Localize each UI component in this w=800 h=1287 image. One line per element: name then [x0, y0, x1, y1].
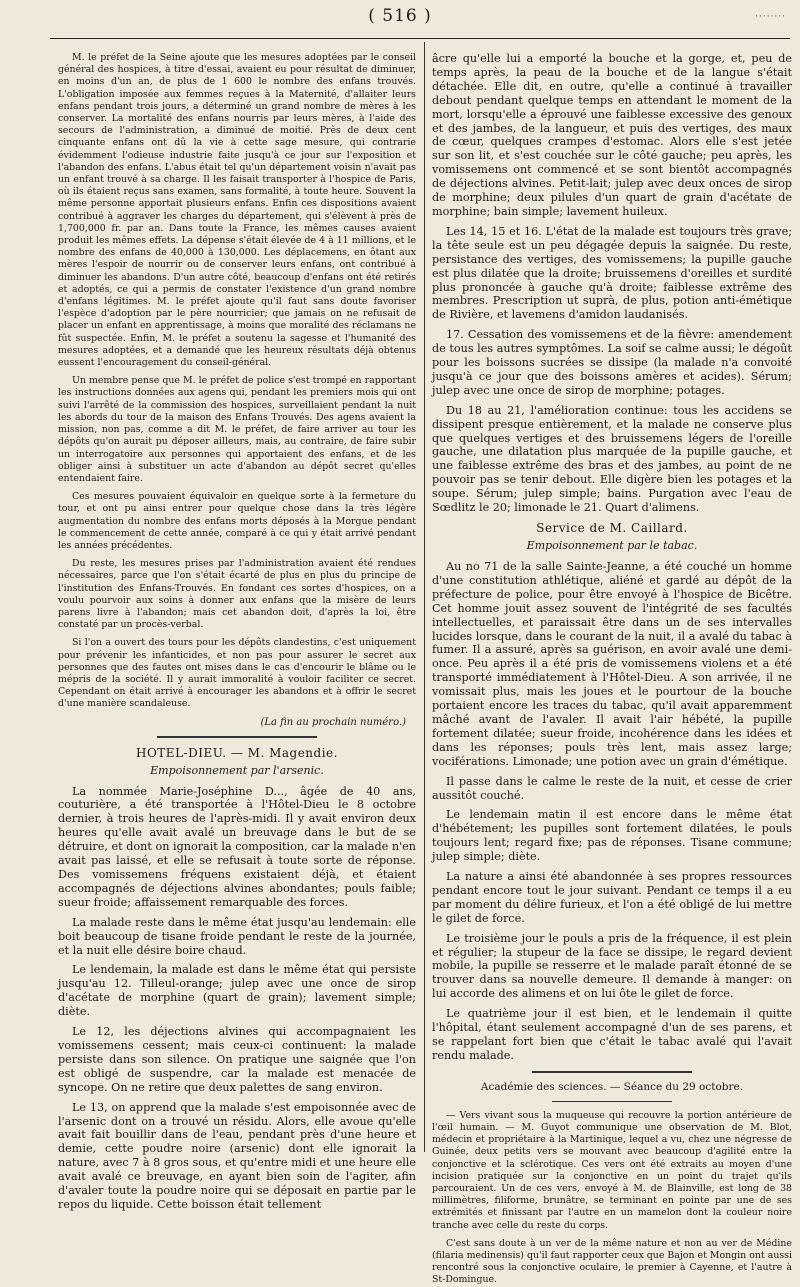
paragraph: M. le préfet de la Seine ajoute que les mesures adoptées par le conseil général des hospices, à titre d'essai, avaient eu pour résultat de diminuer, en moins d'un an, de plus de 1 600 le nombre des enfans trouvés. L'obligation imposée aux femmes reçues à la Maternité, d'allaiter leurs enfans pendant trois jours, a déterminé un grand nombre de mères à les conserver. La mortalité des enfans nourris par leurs mères, à l'aide des secours de l'administration, a diminué de moitié. Près de deux cent cinquante enfans ont dû la vie à cette sage mesure, qui contrarie évidemment l'odieuse industrie faite jusqu'à ce jour sur l'exposition et l'abandon des enfans. L'abus était tel qu'un département voisin n'avait pas un enfant trouvé à sa charge. Il les faisait transporter à l'hospice de Paris, où ils étaient reçus sans examen, sans formalité, à toute heure. Souvent la même personne apportait plusieurs enfans. Enfin ces dispositions avaient contribué à aggraver les charges du département, qui s'élèvent à près de 1,700,000 fr. par an. Dans toute la France, les mêmes causes avaient produit les mêmes effets. La dépense s'était élevée de 4 à 11 millions, et le nombre des enfans de 40,000 à 130,000. Les déplacemens, en ôtant aux mères l'espoir de nourrir ou de conserver leurs enfans, ont contribué à diminuer les abandons. D'un autre côté, beaucoup d'enfans ont été retirés et adoptés, ce qui a permis de constater l'existence d'un grand nombre d'enfans légitimes. M. le préfet ajoute qu'il faut sans doute favoriser l'espèce d'adoption par le père nourricier; que jamais on ne refusait de placer un enfant en apprentissage, à moins que moralité des réclamans ne fût suspectée. Enfin, M. le préfet a soutenu la sagesse et l'humanité des mesures adoptées, et a demandé que les heureux résultats déjà obtenus eussent l'encouragement du conseil-général.	[58, 52, 416, 369]
left-column	[58, 52, 416, 1211]
paragraph: Le 13, on apprend que la malade s'est empoisonnée avec de l'arsenic dont on a trouvé un résidu. Alors, elle avoue qu'elle avait fait bouillir dans de l'eau, pendant près d'une heure et demie, cette poudre noire (arsenic) dont elle ignorait la nature, avec 7 à 8 gros sous, et qu'entre midi et une heure elle avait avalé ce breuvage, en ayant bien soin de l'agiter, afin d'avaler toute la poudre noire qui se déposait en partie par le repos du liquide. Cette boisson était tellement	[58, 1100, 416, 1211]
paragraph: âcre qu'elle lui a emporté la bouche et la gorge, et, peu de temps après, la peau de la bouche et de la langue s'était détachée. Elle dit, en outre, qu'elle a continué à travailler debout pendant quelque temps en attendant le moment de la mort, lorsqu'elle a éprouvé une faiblesse excessive des genoux et des jambes, de la langueur, et puis des vertiges, des maux de cœur, quelques crampes d'estomac. Alors elle s'est jetée sur son lit, et s'est couchée sur le côté gauche; peu après, les vomissemens ont commencé et se sont bientôt accompagnés de déjections alvines. Petit-lait; julep avec deux onces de sirop de morphine; deux pilules d'un quart de grain d'acétate de morphine; bain simple; lavement huileux.	[432, 52, 792, 218]
page-number: ( 516 )	[368, 6, 432, 26]
right-column	[432, 52, 792, 1286]
top-rule	[50, 38, 790, 39]
page-ornament: ········	[755, 12, 786, 22]
prefect-report	[58, 52, 416, 711]
paragraph: Le lendemain, la malade est dans le même état qui persiste jusqu'au 12. Tilleul-orange; julep avec une once de sirop d'acétate de morphine (quart de grain); lavement simple; diète.	[58, 963, 416, 1019]
paragraph: Ces mesures pouvaient équivaloir en quelque sorte à la fermeture du tour, et ont pu ainsi entrer pour quelque chose dans la très légère augmentation du nombre des enfans morts déposés à la Morgue pendant le commencement de cette année, comparé à ce qui y était arrivé pendant les années précédentes.	[58, 491, 416, 551]
section-separator	[157, 736, 317, 738]
paragraph: Du reste, les mesures prises par l'administration avaient été rendues nécessaires, parce que l'on s'était écarté de plus en plus du principe de l'institution des Enfans-Trouvés. En fondant ces sortes d'hospices, on a voulu pourvoir aux soins à donner aux enfans que la misère de leurs parens livre à l'abandon; mais cet abandon doit, d'après la loi, être constaté par un procès-verbal.	[58, 558, 416, 631]
tobacco-case	[432, 560, 792, 1063]
paragraph: La nature a ainsi été abandonnée à ses propres ressources pendant encore tout le jour suivant. Pendant ce temps il a eu par moment du délire furieux, et l'on a été obligé de lui mettre le gilet de force.	[432, 870, 792, 925]
paragraph: Du 18 au 21, l'amélioration continue: tous les accidens se dissipent presque entièrement, et la malade ne conserve plus que quelques vertiges et des bruissemens légers de l'oreille gauche, une dilatation plus marquée de la pupille gauche, et une faiblesse extrême des bras et des jambes, au point de ne pouvoir pas se tenir debout. Elle digère bien les potages et la soupe. Sérum; julep simple; bains. Purgation avec l'eau de Sœdlitz le 20; limonade le 21. Quart d'alimens.	[432, 403, 792, 515]
paragraph: Le lendemain matin il est encore dans le même état d'hébétement; les pupilles sont fortement dilatées, le pouls toujours lent; regard fixe; pas de réponses. Tisane commune; julep simple; diète.	[432, 808, 792, 864]
paragraph: Si l'on a ouvert des tours pour les dépôts clandestins, c'est uniquement pour prévenir les infanticides, et non pas pour assurer le secret aux personnes que des fautes ont mises dans le cas d'encourir le blâme ou le mépris de la société. Il y aurait immoralité à vouloir faciliter ce secret. Cependant on était arrivé à encourager les abandons et à offrir le secret d'une manière scandaleuse.	[58, 637, 416, 710]
paragraph: 17. Cessation des vomissemens et de la fièvre: amendement de tous les autres symptômes. La soif se calme aussi; le dégoût pour les boissons sucrées se dissipe (la malade n'a convoité jusqu'à ce jour que des boissons amères et acides). Sérum; julep avec une once de sirop de morphine; potages.	[432, 328, 792, 397]
service-subheading: Empoisonnement par le tabac.	[526, 539, 698, 552]
arsenic-case	[58, 785, 416, 1212]
section-heading: HOTEL-DIEU. — M. Magendie.	[136, 745, 338, 760]
paragraph: Le quatrième jour il est bien, et le lendemain il quitte l'hôpital, étant seulement accompagné d'un de ses parens, et se rappelant fort bien que c'était le tabac avalé qui l'avait rendu malade.	[432, 1007, 792, 1062]
paragraph: — Vers vivant sous la muqueuse qui recouvre la portion antérieure de l'œil humain. — M. Guyot communique une observation de M. Blot, médecin et propriétaire à la Martinique, lequel a vu, chez une négresse de Guinée, deux petits vers se mouvant avec beaucoup d'agilité entre la conjonctive et la sclérotique. Ces vers ont été extraits au moyen d'une incision pratiquée sur la conjonctive en un point du trajet qu'ils parcouraient. Un de ces vers, envoyé à M. de Blainville, est long de 38 millimètres, filiforme, brunâtre, se terminant en pointe par une de ses extrémités et finissant par l'autre en un mamelon dont la couleur noire tranche avec celle du reste du corps.	[432, 1109, 792, 1231]
paragraph: C'est sans doute à un ver de la même nature et non au ver de Médine (filaria medinensis) qu'il faut rapporter ceux que Bajon et Mongin ont aussi rencontré sous la conjonctive oculaire, le premier à Cayenne, et l'autre à St-Domingue.	[432, 1237, 792, 1286]
paragraph: La nommée Marie-Joséphine D..., âgée de 40 ans, couturière, a été transportée à l'Hôtel-Dieu le 8 octobre dernier, à trois heures de l'après-midi. Il y avait environ deux heures qu'elle avait avalé un breuvage dans le but de se détruire, et dont on ignorait la composition, car la malade n'en avait pas laissé, et elle se refusait à toute sorte de réponse. Des vomissemens fréquens existaient déjà, et étaient accompagnés de déjections alvines abondantes; pouls faible; sueur froide; affaissement remarquable des forces.	[58, 784, 416, 909]
paragraph: La malade reste dans le même état jusqu'au lendemain: elle boit beaucoup de tisane froide pendant le reste de la journée, et la nuit elle désire boire chaud.	[58, 915, 416, 957]
paragraph: Les 14, 15 et 16. L'état de la malade est toujours très grave; la tête seule est un peu dégagée depuis la saignée. Du reste, persistance des vertiges, des vomissemens; la pupille gauche est plus dilatée que la droite; bruissemens d'oreilles et surdité plus prononcée à gauche qu'à droite; faiblesse extrême des membres. Prescription ut suprà, de plus, potion anti-émétique de Rivière, et lavemens d'amidon laudanisés.	[432, 224, 792, 322]
column-divider	[424, 42, 425, 1152]
paragraph: Au no 71 de la salle Sainte-Jeanne, a été couché un homme d'une constitution athlétique, aliéné et gardé au dépôt de la préfecture de police, pour être envoyé à l'hospice de Bicêtre. Cet homme jouit assez souvent de l'intégrité de ses facultés intellectuelles, et paraissait être dans un de ses intervalles lucides lorsque, dans le courant de la nuit, il a avalé du tabac à fumer. Il a assuré, après sa guérison, en avoir avalé une demi-once. Peu après il a été pris de vomissemens violens et a été transporté immédiatement à l'Hôtel-Dieu. A son arrivée, il ne vomissait plus, mais les joues et le pourtour de la bouche portaient encore les traces du tabac, qu'il avait apparemment mâché avant de l'avaler. Il avait l'air hébété, la pupille fortement dilatée; sueur froide, incohérence dans les idées et dans les réponses; pouls très lent, mais assez large; vociférations. Limonade; une potion avec un grain d'émétique.	[432, 560, 792, 768]
academy-heading: Académie des sciences. — Séance du 29 octobre.	[480, 1080, 744, 1093]
continued-note: (La fin au prochain numéro.)	[260, 716, 406, 728]
paragraph: Il passe dans le calme le reste de la nuit, et cesse de crier aussitôt couché.	[432, 774, 792, 802]
arsenic-case-continued	[432, 52, 792, 515]
paragraph: Le troisième jour le pouls a pris de la fréquence, il est plein et régulier; la stupeur de la face se dissipe, le regard devient mobile, la pupille se resserre et le malade paraît étonné de se trouver dans sa nouvelle demeure. Il demande à manger: on lui accorde des alimens et on lui ôte le gilet de force.	[432, 931, 792, 1001]
short-rule	[552, 1101, 672, 1102]
section-subheading: Empoisonnement par l'arsenic.	[150, 763, 324, 777]
section-separator	[532, 1071, 692, 1073]
paragraph: Le 12, les déjections alvines qui accompagnaient les vomissemens cessent; mais ceux-ci continuent: la malade persiste dans son silence. On pratique une saignée que l'on est obligé de suspendre, car la malade est menacée de syncope. On ne retire que deux palettes de sang environ.	[58, 1025, 416, 1094]
academy-report	[432, 1110, 792, 1287]
service-heading: Service de M. Caillard.	[536, 521, 688, 535]
paragraph: Un membre pense que M. le préfet de police s'est trompé en rapportant les instructions données aux agens qui, pendant les premiers mois qui ont suivi l'arrêté de la commission des hospices, surveillaient pendant la nuit les abords du tour de la maison des Enfans Trouvés. Des agens avaient la mission, non pas, comme a dit M. le préfet, de faire arriver au tour les dépôts qu'on aurait pu déposer ailleurs, mais, au contraire, de faire subir un interrogatoire aux personnes qui apportaient des enfans, et de les obliger ainsi à substituer un acte d'abandon au dépôt secret qu'elles entendaient faire.	[58, 375, 416, 484]
